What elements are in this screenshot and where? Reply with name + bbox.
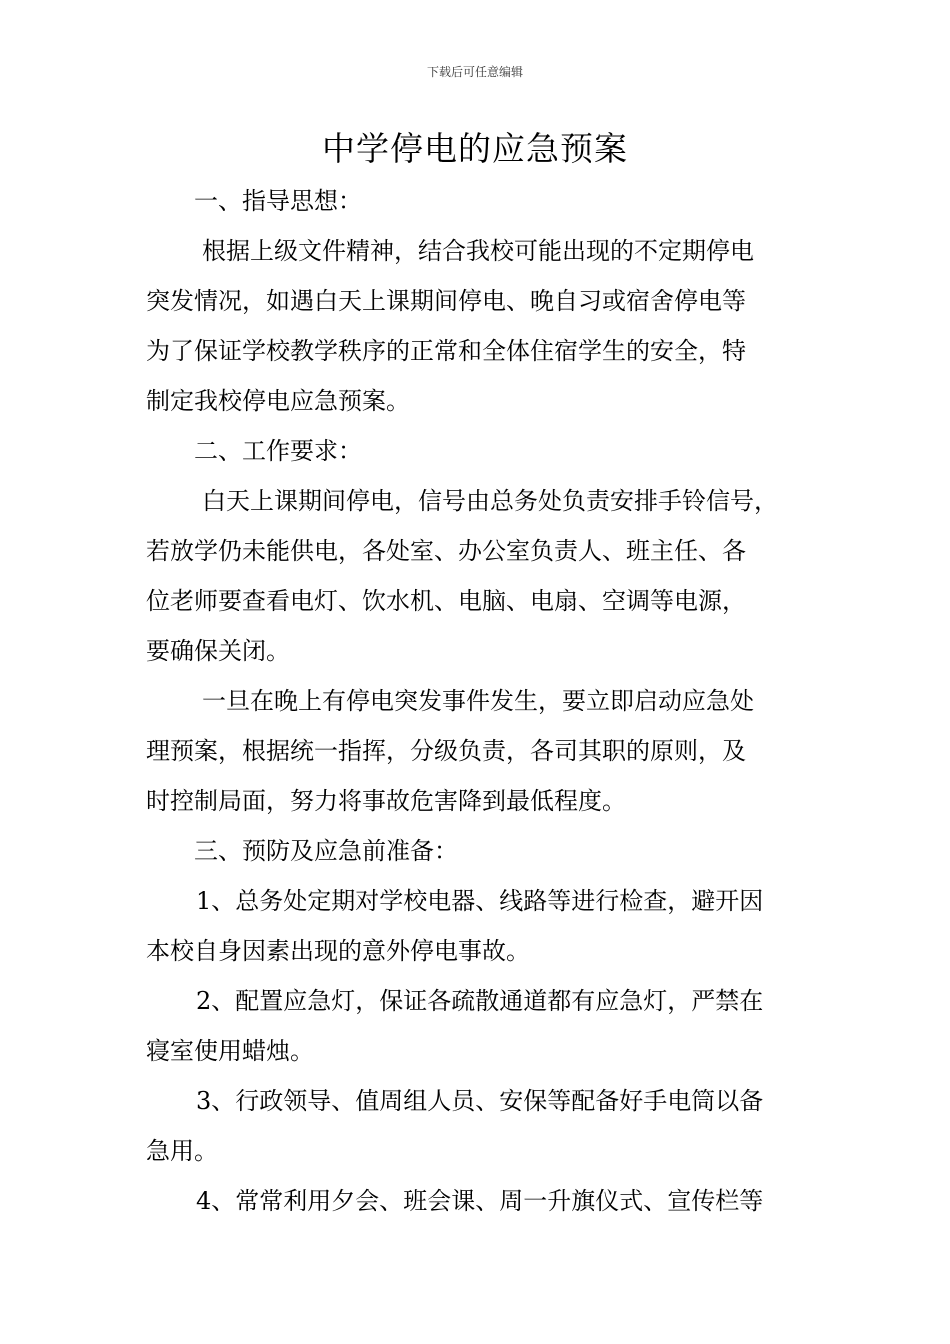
section-2-heading: 二、工作要求： [194,437,362,465]
section-1-line: 根据上级文件精神，结合我校可能出现的不定期停电 [202,237,754,265]
section-1-line: 为了保证学校教学秩序的正常和全体住宿学生的安全，特 [146,337,746,365]
section-2-paragraph-1-line: 白天上课期间停电，信号由总务处负责安排手铃信号， [202,487,778,515]
section-2-paragraph-2-line: 时控制局面，努力将事故危害降到最低程度。 [146,787,626,815]
section-3-item-3-line: 急用。 [146,1137,218,1165]
page-header-note: 下载后可任意编辑 [426,65,523,79]
section-3-item-3-line: 3、行政领导、值周组人员、安保等配备好手电筒以备 [196,1087,764,1115]
section-2-paragraph-2-line: 一旦在晚上有停电突发事件发生，要立即启动应急处 [202,687,754,715]
section-3-item-2-line: 寝室使用蜡烛。 [146,1037,314,1065]
section-3-item-1-line: 1、总务处定期对学校电器、线路等进行检查，避开因 [196,887,764,915]
section-2-paragraph-1-line: 若放学仍未能供电，各处室、办公室负责人、班主任、各 [146,537,746,565]
document-title: 中学停电的应急预案 [322,129,628,168]
section-3-item-1-line: 本校自身因素出现的意外停电事故。 [146,937,530,965]
section-3-item-4-line: 4、常常利用夕会、班会课、周一升旗仪式、宣传栏等 [196,1187,764,1215]
section-2-paragraph-2-line: 理预案，根据统一指挥，分级负责，各司其职的原则，及 [146,737,746,765]
document-body [146,176,826,1226]
section-3-item-2-line: 2、配置应急灯，保证各疏散通道都有应急灯，严禁在 [196,987,764,1015]
section-1-heading: 一、指导思想： [194,187,362,215]
section-3-heading: 三、预防及应急前准备： [194,837,458,865]
section-2-paragraph-1-line: 位老师要查看电灯、饮水机、电脑、电扇、空调等电源， [146,587,746,615]
section-1-line: 突发情况，如遇白天上课期间停电、晚自习或宿舍停电等 [146,287,746,315]
section-2-paragraph-1-line: 要确保关闭。 [146,637,290,665]
section-1-line: 制定我校停电应急预案。 [146,387,410,415]
